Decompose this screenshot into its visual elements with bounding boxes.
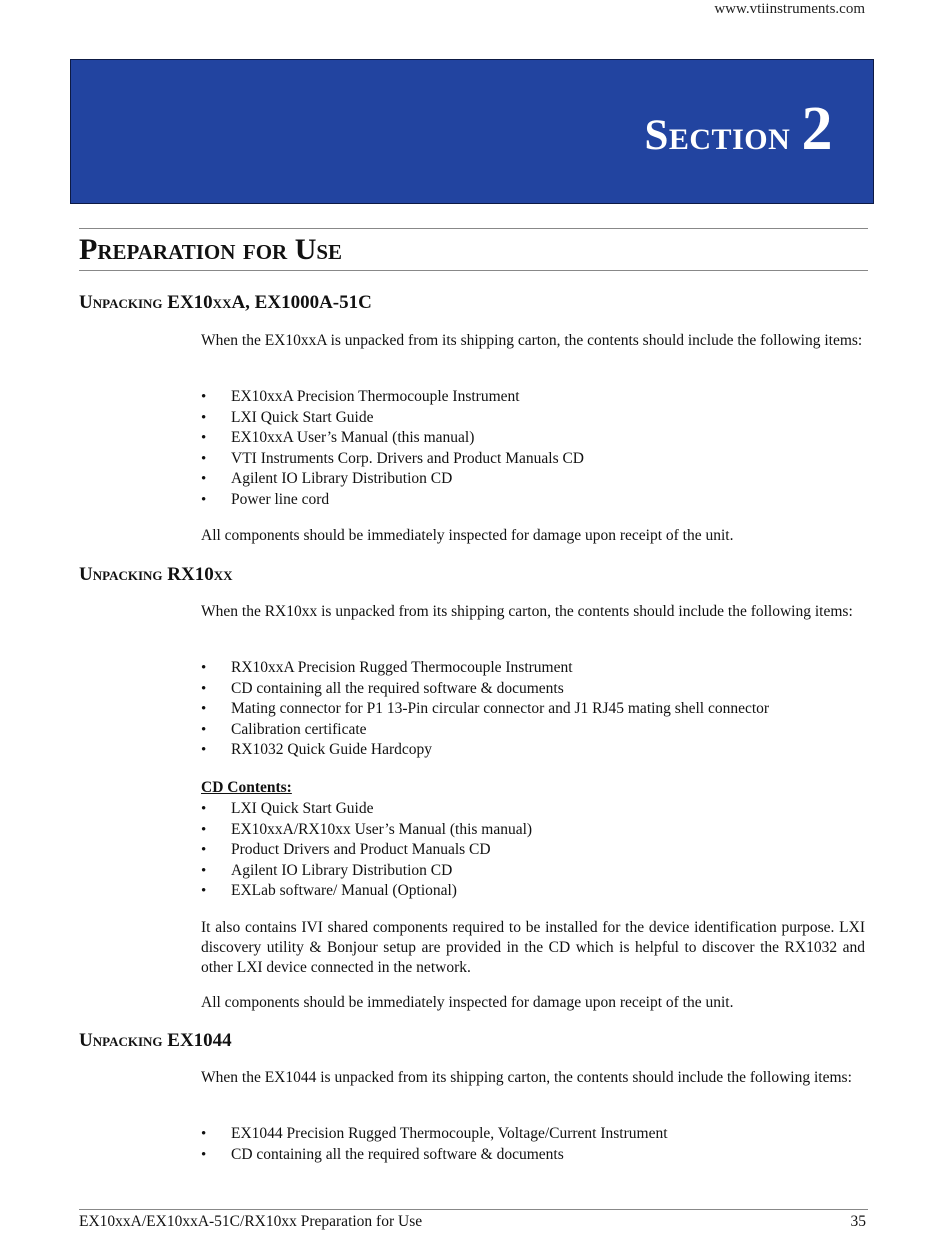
header-url: www.vtiinstruments.com bbox=[714, 1, 865, 17]
heading-unpacking-ex1044: Unpacking EX1044 bbox=[79, 1030, 232, 1051]
list-item: • VTI Instruments Corp. Drivers and Product Manuals CD bbox=[201, 449, 865, 470]
inspect-paragraph: All components should be immediately inspected for damage upon receipt of the unit. bbox=[201, 527, 734, 544]
list-item: • Mating connector for P1 13-Pin circular connector and J1 RJ45 mating shell connector bbox=[201, 699, 865, 720]
section-word: Section bbox=[644, 112, 791, 159]
cd-contents-heading: CD Contents: bbox=[201, 779, 292, 796]
list-item: • EX10xxA Precision Thermocouple Instrument bbox=[201, 387, 865, 408]
list-item: • CD containing all the required software & documents bbox=[201, 679, 865, 700]
page-number: 35 bbox=[850, 1213, 866, 1230]
footer-rule bbox=[79, 1209, 868, 1210]
heading-unpacking-rx10xx: Unpacking RX10xx bbox=[79, 564, 233, 585]
ivi-note-paragraph: It also contains IVI shared components required to be installed for the device identification purpose. LXI discovery utility & Bonjour setup are provided in the CD which is helpful to discover the RX1032 and other LXI device connected in the network. bbox=[201, 919, 865, 976]
list-item: • Agilent IO Library Distribution CD bbox=[201, 469, 865, 490]
list-item: • EX1044 Precision Rugged Thermocouple, Voltage/Current Instrument bbox=[201, 1124, 865, 1145]
chapter-rule-top bbox=[79, 228, 868, 229]
list-item: • Product Drivers and Product Manuals CD bbox=[201, 840, 865, 861]
list-item: • RX1032 Quick Guide Hardcopy bbox=[201, 740, 865, 761]
contents-list bbox=[201, 658, 865, 761]
list-item: • Calibration certificate bbox=[201, 720, 865, 741]
footer-title: EX10xxA/EX10xxA-51C/RX10xx Preparation for Use bbox=[79, 1213, 423, 1230]
intro-paragraph: When the RX10xx is unpacked from its shipping carton, the contents should include the following items: bbox=[201, 603, 853, 620]
list-item: • EX10xxA User’s Manual (this manual) bbox=[201, 428, 865, 449]
inspect-paragraph: All components should be immediately inspected for damage upon receipt of the unit. bbox=[201, 994, 734, 1011]
section-number: 2 bbox=[801, 95, 833, 163]
intro-paragraph: When the EX1044 is unpacked from its shipping carton, the contents should include the following items: bbox=[201, 1069, 852, 1086]
contents-list bbox=[201, 387, 865, 510]
list-item: • Agilent IO Library Distribution CD bbox=[201, 861, 865, 882]
list-item: • LXI Quick Start Guide bbox=[201, 799, 865, 820]
intro-paragraph: When the EX10xxA is unpacked from its shipping carton, the contents should include the following items: bbox=[201, 332, 863, 349]
list-item: • CD containing all the required software & documents bbox=[201, 1145, 865, 1166]
heading-unpacking-ex10xxa: Unpacking EX10xxA, EX1000A-51C bbox=[79, 292, 372, 313]
section-title bbox=[644, 95, 833, 163]
list-item: • Power line cord bbox=[201, 490, 865, 511]
chapter-rule-bottom bbox=[79, 270, 868, 271]
cd-contents-list bbox=[201, 799, 865, 902]
chapter-title: Preparation for Use bbox=[79, 233, 343, 266]
section-banner bbox=[70, 59, 874, 204]
list-item: • EX10xxA/RX10xx User’s Manual (this manual) bbox=[201, 820, 865, 841]
list-item: • RX10xxA Precision Rugged Thermocouple Instrument bbox=[201, 658, 865, 679]
list-item: • LXI Quick Start Guide bbox=[201, 408, 865, 429]
contents-list bbox=[201, 1124, 865, 1165]
list-item: • EXLab software/ Manual (Optional) bbox=[201, 881, 865, 902]
